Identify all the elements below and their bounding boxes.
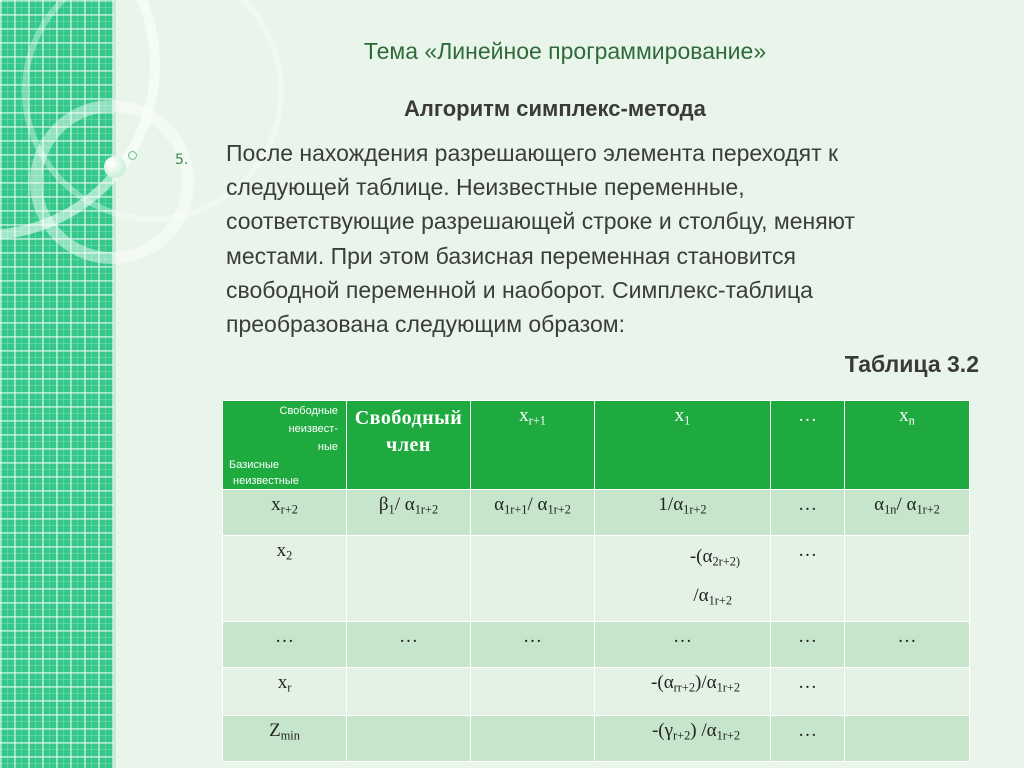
table-cell: … — [771, 536, 845, 622]
corner-header-cell — [223, 401, 347, 490]
table-row — [223, 490, 970, 536]
table-cell: … — [595, 622, 771, 668]
corner-label: неизвестные — [233, 475, 299, 487]
table-cell: $\alpha_{1n}/$ $\alpha_{1r+2}$ — [845, 490, 970, 536]
table-cell — [347, 536, 471, 622]
simplex-table — [222, 400, 970, 762]
table-cell — [347, 668, 471, 716]
corner-label: Свободные — [279, 405, 338, 417]
row-label: $x_{r+2}$ — [223, 490, 347, 536]
table-cell — [845, 716, 970, 762]
table-cell: … — [771, 622, 845, 668]
table-caption: Таблица 3.2 — [844, 351, 979, 377]
table-cell: $1/\alpha_{1r+2}$ — [595, 490, 771, 536]
corner-label: ные — [317, 441, 338, 453]
table-cell — [471, 668, 595, 716]
row-label: $Z_{min}$ — [223, 716, 347, 762]
corner-label: Базисные — [229, 459, 279, 471]
table-cell: … — [471, 622, 595, 668]
column-header: … — [771, 401, 845, 490]
table-cell: $-(\alpha_{rr+2})/\alpha_{1r+2}$ — [595, 668, 771, 716]
table-cell: $\alpha_{1r+1}/$ $\alpha_{1r+2}$ — [471, 490, 595, 536]
column-header: $x_{r+1}$ — [471, 401, 595, 490]
paragraph-line: После нахождения разрешающего элемента переходят к — [226, 140, 839, 166]
table-cell — [845, 536, 970, 622]
table-cell: … — [223, 622, 347, 668]
slide-subtitle: Алгоритм симплекс-метода — [404, 96, 706, 121]
paragraph-line: соответствующие разрешающей строке и столбцу, меняют — [226, 208, 855, 235]
free-term-header: Свободный член — [347, 401, 471, 490]
paragraph-line: преобразована следующим образом: — [226, 311, 625, 338]
paragraph-line: следующей таблице. Неизвестные переменные, — [226, 174, 745, 201]
table-cell — [471, 536, 595, 622]
row-label: $x_2$ — [223, 536, 347, 622]
table-cell: … — [771, 668, 845, 716]
table-cell — [347, 716, 471, 762]
table-row — [223, 716, 970, 762]
row-label: $x_r$ — [223, 668, 347, 716]
table-cell: $-(\alpha_{2r+2)}$ $/\alpha_{1r+2}$ — [595, 536, 771, 622]
table-cell: … — [771, 716, 845, 762]
decorative-grid-strip — [0, 0, 113, 768]
table-cell: … — [771, 490, 845, 536]
paragraph-line: местами. При этом базисная переменная становится — [226, 242, 796, 269]
table-cell: … — [845, 622, 970, 668]
table-row — [223, 536, 970, 622]
table-row — [223, 622, 970, 668]
theme-title: Тема «Линейное программирование» — [363, 38, 767, 64]
body-paragraph — [226, 136, 986, 341]
table-cell: $\beta_1/$ $\alpha_{1r+2}$ — [347, 490, 471, 536]
strip-edge — [113, 0, 116, 768]
table-cell: … — [347, 622, 471, 668]
table-row — [223, 668, 970, 716]
table-header-row — [223, 401, 970, 490]
column-header: $x_1$ — [595, 401, 771, 490]
decorative-dot — [104, 156, 126, 178]
column-header: $x_n$ — [845, 401, 970, 490]
table-cell — [845, 668, 970, 716]
corner-label: неизвест- — [288, 423, 338, 435]
table-cell: $-(\gamma_{r+2})$ $/\alpha_{1r+2}$ — [595, 716, 771, 762]
list-item-number: 5. — [175, 152, 189, 168]
table-cell — [471, 716, 595, 762]
paragraph-line: свободной переменной и наоборот. Симплекс-таблица — [226, 276, 813, 303]
bullet-circle-icon — [128, 151, 137, 160]
